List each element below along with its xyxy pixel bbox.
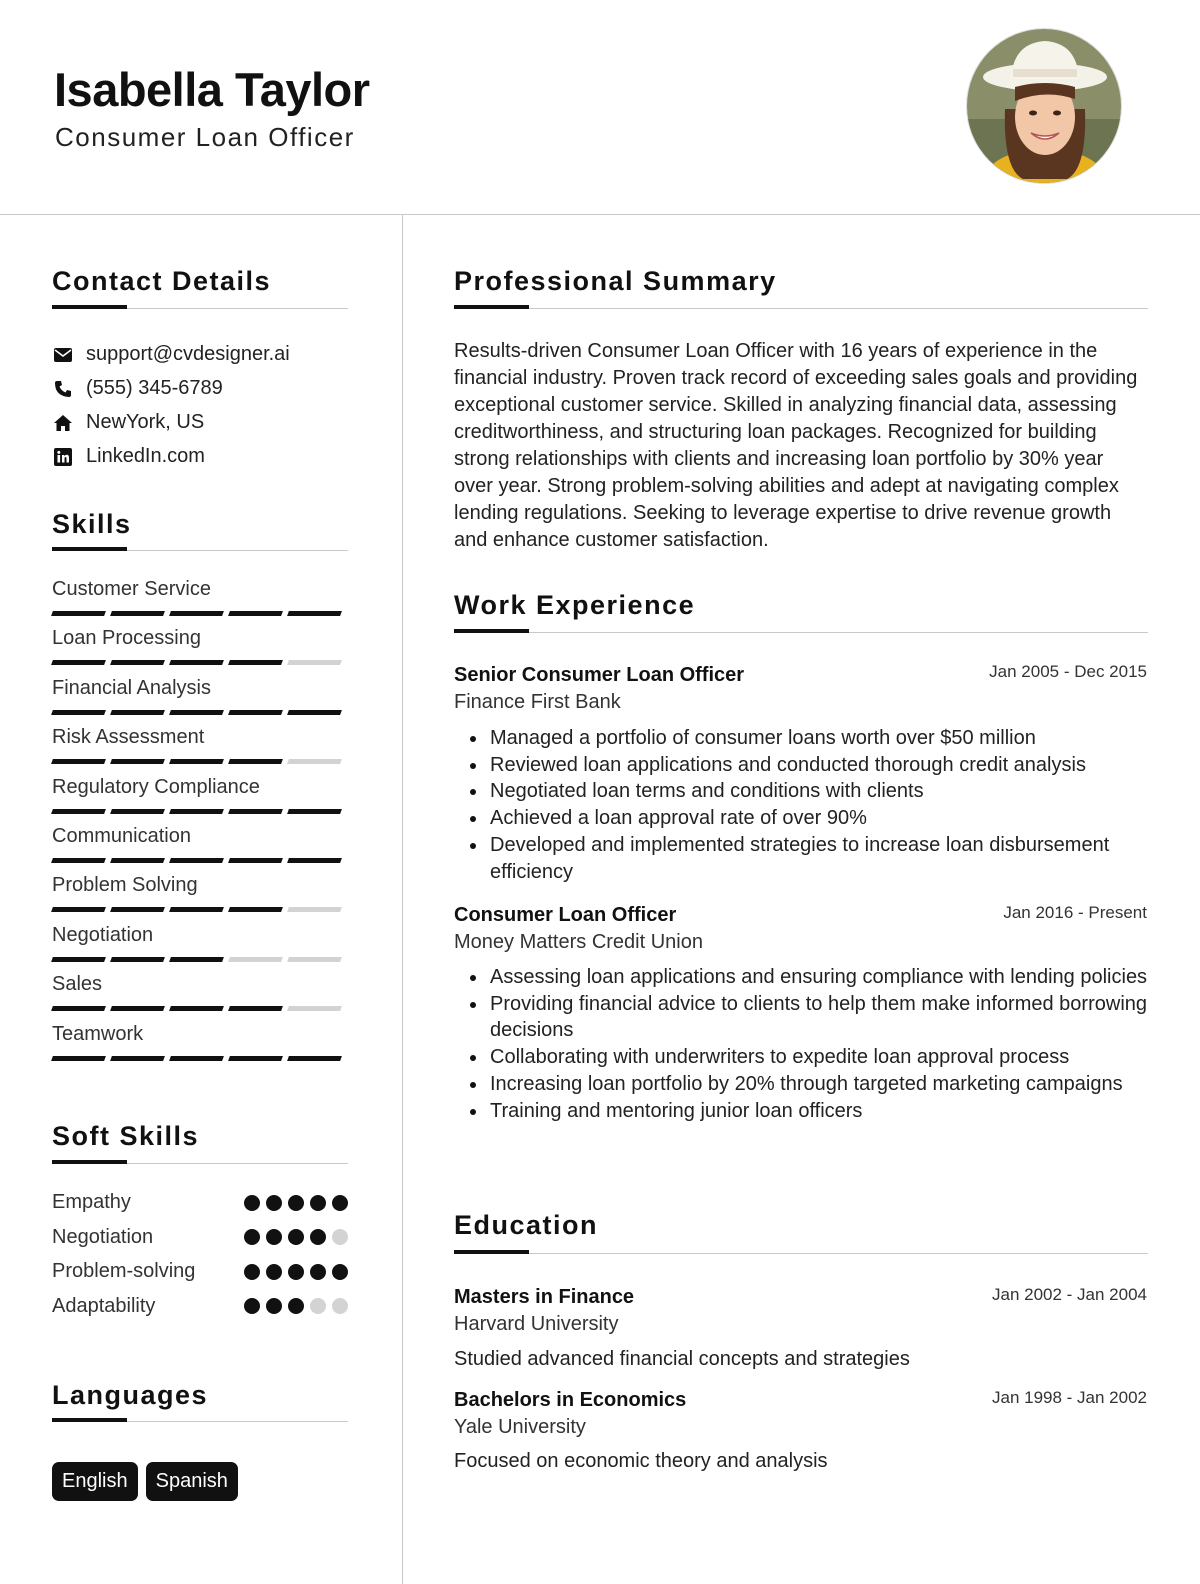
summary-accent bbox=[454, 305, 529, 309]
education-rule bbox=[454, 1253, 1148, 1254]
contact-accent bbox=[52, 305, 127, 309]
skill-level-segment bbox=[228, 660, 283, 665]
skill-level-segment bbox=[287, 710, 342, 715]
soft-skill-label: Problem-solving bbox=[52, 1260, 196, 1282]
soft-skill-label: Negotiation bbox=[52, 1225, 154, 1248]
candidate-name: Isabella Taylor bbox=[54, 63, 370, 116]
skill-level-segment bbox=[228, 1056, 283, 1061]
skill-level-segment bbox=[51, 660, 106, 665]
education-description: Studied advanced financial concepts and strategies bbox=[454, 1348, 910, 1370]
skill-level-segment bbox=[287, 611, 342, 616]
skill-label: Problem Solving bbox=[52, 874, 198, 897]
experience-accent bbox=[454, 629, 529, 633]
education-degree: Bachelors in Economics bbox=[454, 1389, 687, 1411]
skill-level-segment bbox=[169, 611, 224, 616]
job-bullet: Negotiated loan terms and conditions with clients bbox=[490, 778, 1150, 805]
soft-skills-heading: Soft Skills bbox=[52, 1121, 200, 1151]
rating-dot bbox=[266, 1264, 282, 1280]
job-dates: Jan 2016 - Present bbox=[1003, 903, 1147, 922]
skill-level-bar bbox=[52, 957, 348, 962]
skill-level-segment bbox=[287, 1056, 342, 1061]
rating-dot bbox=[332, 1298, 348, 1314]
skill-level-segment bbox=[51, 1056, 106, 1061]
education-school: Harvard University bbox=[454, 1313, 619, 1335]
rating-dot bbox=[266, 1298, 282, 1314]
rating-dot bbox=[244, 1298, 260, 1314]
skill-level-segment bbox=[110, 1056, 165, 1061]
soft-skills-accent bbox=[52, 1160, 127, 1164]
rating-dot bbox=[310, 1298, 326, 1314]
skill-level-segment bbox=[51, 759, 106, 764]
skill-level-segment bbox=[287, 907, 342, 912]
job-bullet: Increasing loan portfolio by 20% through targeted marketing campaigns bbox=[490, 1071, 1150, 1098]
education-accent bbox=[454, 1250, 529, 1254]
contact-linkedin-text: LinkedIn.com bbox=[86, 445, 205, 467]
skill-label: Teamwork bbox=[52, 1022, 144, 1045]
rating-dot bbox=[288, 1195, 304, 1211]
skill-level-segment bbox=[110, 759, 165, 764]
rating-dot bbox=[266, 1229, 282, 1245]
skill-level-segment bbox=[51, 710, 106, 715]
skill-level-segment bbox=[169, 858, 224, 863]
skill-level-segment bbox=[228, 907, 283, 912]
skill-level-bar bbox=[52, 611, 348, 616]
skill-row bbox=[52, 726, 348, 764]
skill-level-segment bbox=[169, 759, 224, 764]
job-bullet: Collaborating with underwriters to expedite loan approval process bbox=[490, 1044, 1150, 1071]
skill-level-segment bbox=[110, 957, 165, 962]
skill-level-bar bbox=[52, 907, 348, 912]
resume-header bbox=[0, 0, 1200, 215]
skill-level-segment bbox=[287, 957, 342, 962]
skill-level-segment bbox=[228, 1006, 283, 1011]
skills-accent bbox=[52, 547, 127, 551]
soft-skill-rating bbox=[244, 1229, 348, 1245]
education-dates: Jan 2002 - Jan 2004 bbox=[991, 1285, 1147, 1304]
skill-level-segment bbox=[169, 907, 224, 912]
summary-heading: Professional Summary bbox=[454, 266, 777, 296]
rating-dot bbox=[244, 1229, 260, 1245]
rating-dot bbox=[310, 1195, 326, 1211]
skill-row bbox=[52, 578, 348, 616]
experience-rule bbox=[454, 632, 1148, 633]
soft-skill-rating bbox=[244, 1298, 348, 1314]
education-dates: Jan 1998 - Jan 2002 bbox=[991, 1388, 1147, 1407]
profile-photo bbox=[966, 28, 1122, 184]
skill-level-segment bbox=[110, 1006, 165, 1011]
skill-level-segment bbox=[228, 957, 283, 962]
skill-level-segment bbox=[169, 957, 224, 962]
skill-label: Negotiation bbox=[52, 923, 154, 946]
skill-label: Loan Processing bbox=[52, 627, 201, 650]
job-company: Money Matters Credit Union bbox=[454, 931, 703, 953]
skill-level-segment bbox=[169, 1006, 224, 1011]
skill-row bbox=[52, 924, 348, 962]
job-bullets bbox=[490, 725, 1150, 885]
skill-level-segment bbox=[287, 809, 342, 814]
skill-level-segment bbox=[110, 660, 165, 665]
skill-level-segment bbox=[169, 710, 224, 715]
languages-list bbox=[52, 1462, 238, 1501]
skill-level-segment bbox=[51, 809, 106, 814]
rating-dot bbox=[244, 1264, 260, 1280]
soft-skill-rating bbox=[244, 1264, 348, 1280]
soft-skill-row bbox=[52, 1191, 348, 1214]
job-bullet: Achieved a loan approval rate of over 90% bbox=[490, 805, 1150, 832]
soft-skill-row bbox=[52, 1226, 348, 1249]
skill-level-segment bbox=[228, 809, 283, 814]
column-divider bbox=[402, 215, 403, 1584]
contact-email[interactable] bbox=[52, 343, 290, 366]
job-bullet: Developed and implemented strategies to increase loan disbursement efficiency bbox=[490, 832, 1150, 885]
skill-level-segment bbox=[169, 809, 224, 814]
skill-level-segment bbox=[110, 907, 165, 912]
skill-level-segment bbox=[287, 759, 342, 764]
skill-label: Customer Service bbox=[52, 578, 211, 600]
job-bullets bbox=[490, 964, 1150, 1124]
rating-dot bbox=[288, 1264, 304, 1280]
skill-level-segment bbox=[51, 611, 106, 616]
skill-level-bar bbox=[52, 1056, 348, 1061]
rating-dot bbox=[288, 1229, 304, 1245]
soft-skill-label: Adaptability bbox=[52, 1294, 156, 1317]
skill-level-bar bbox=[52, 1006, 348, 1011]
education-description: Focused on economic theory and analysis bbox=[454, 1450, 828, 1472]
rating-dot bbox=[244, 1195, 260, 1211]
skill-level-segment bbox=[228, 710, 283, 715]
envelope-icon bbox=[52, 344, 74, 366]
skill-level-bar bbox=[52, 809, 348, 814]
contact-heading: Contact Details bbox=[52, 266, 272, 296]
job-bullet: Providing financial advice to clients to help them make informed borrowing decisions bbox=[490, 991, 1150, 1044]
skill-label: Regulatory Compliance bbox=[52, 775, 260, 798]
soft-skill-row bbox=[52, 1295, 348, 1318]
skill-level-bar bbox=[52, 759, 348, 764]
rating-dot bbox=[332, 1264, 348, 1280]
skill-level-bar bbox=[52, 710, 348, 715]
rating-dot bbox=[310, 1264, 326, 1280]
contact-phone-text: (555) 345-6789 bbox=[86, 377, 223, 399]
skill-label: Sales bbox=[52, 973, 103, 996]
skill-level-segment bbox=[51, 957, 106, 962]
skill-level-segment bbox=[228, 759, 283, 764]
language-pill: English bbox=[52, 1462, 138, 1501]
skill-level-segment bbox=[110, 611, 165, 616]
education-school: Yale University bbox=[454, 1416, 586, 1438]
soft-skill-row bbox=[52, 1260, 348, 1283]
phone-icon bbox=[52, 378, 74, 400]
contact-linkedin[interactable] bbox=[52, 445, 205, 468]
language-pill: Spanish bbox=[146, 1462, 238, 1501]
skill-row bbox=[52, 874, 348, 912]
rating-dot bbox=[332, 1229, 348, 1245]
skill-row bbox=[52, 627, 348, 665]
contact-location bbox=[52, 411, 204, 434]
job-dates: Jan 2005 - Dec 2015 bbox=[989, 662, 1147, 681]
skills-heading: Skills bbox=[52, 509, 132, 539]
skill-level-segment bbox=[287, 858, 342, 863]
education-degree: Masters in Finance bbox=[454, 1286, 635, 1308]
contact-email-text: support@cvdesigner.ai bbox=[86, 343, 290, 365]
skill-row bbox=[52, 973, 348, 1011]
languages-accent bbox=[52, 1418, 127, 1422]
soft-skill-rating bbox=[244, 1195, 348, 1211]
skill-row bbox=[52, 776, 348, 814]
skill-level-segment bbox=[51, 1006, 106, 1011]
languages-heading: Languages bbox=[52, 1380, 209, 1410]
skill-level-segment bbox=[51, 907, 106, 912]
skill-level-segment bbox=[228, 611, 283, 616]
experience-heading: Work Experience bbox=[454, 590, 696, 620]
skill-level-segment bbox=[287, 660, 342, 665]
soft-skill-label: Empathy bbox=[52, 1191, 131, 1213]
job-bullet: Reviewed loan applications and conducted thorough credit analysis bbox=[490, 752, 1150, 779]
rating-dot bbox=[310, 1229, 326, 1245]
candidate-title: Consumer Loan Officer bbox=[55, 122, 355, 152]
skill-label: Communication bbox=[52, 825, 191, 847]
job-company: Finance First Bank bbox=[454, 691, 621, 713]
rating-dot bbox=[288, 1298, 304, 1314]
skill-level-bar bbox=[52, 858, 348, 863]
summary-text: Results-driven Consumer Loan Officer with 16 years of experience in the financial industry. Proven track record of exceeding sales goals and providing exceptional customer service. Skilled in analyzing financial data, assessing creditworthiness, and structuring loan packages. Recognized for building strong relationships with clients and increasing loan portfolio by 30% year over year. Strong problem-solving abilities and adept at navigating complex lending regulations. Seeking to leverage expertise to drive revenue growth and enhance customer satisfaction. bbox=[454, 340, 1138, 551]
contact-location-text: NewYork, US bbox=[86, 411, 205, 433]
linkedin-icon bbox=[52, 446, 74, 468]
home-icon bbox=[52, 412, 74, 434]
profile-photo-image bbox=[967, 29, 1122, 184]
skill-level-segment bbox=[287, 1006, 342, 1011]
skill-level-segment bbox=[110, 858, 165, 863]
skill-level-segment bbox=[169, 660, 224, 665]
rating-dot bbox=[332, 1195, 348, 1211]
skill-level-bar bbox=[52, 660, 348, 665]
job-title: Consumer Loan Officer bbox=[454, 904, 677, 926]
skill-row bbox=[52, 1023, 348, 1061]
skill-level-segment bbox=[110, 710, 165, 715]
education-heading: Education bbox=[454, 1210, 599, 1240]
skill-level-segment bbox=[110, 809, 165, 814]
skill-row bbox=[52, 677, 348, 715]
job-bullet: Assessing loan applications and ensuring compliance with lending policies bbox=[490, 964, 1150, 991]
skill-level-segment bbox=[169, 1056, 224, 1061]
skill-row bbox=[52, 825, 348, 863]
job-bullet: Training and mentoring junior loan officers bbox=[490, 1098, 1150, 1125]
summary-rule bbox=[454, 308, 1148, 309]
job-bullet: Managed a portfolio of consumer loans worth over $50 million bbox=[490, 725, 1150, 752]
skill-level-segment bbox=[228, 858, 283, 863]
contact-phone[interactable] bbox=[52, 377, 223, 400]
skill-label: Risk Assessment bbox=[52, 726, 205, 749]
skill-label: Financial Analysis bbox=[52, 676, 211, 699]
rating-dot bbox=[266, 1195, 282, 1211]
job-title: Senior Consumer Loan Officer bbox=[454, 664, 745, 686]
skill-level-segment bbox=[51, 858, 106, 863]
